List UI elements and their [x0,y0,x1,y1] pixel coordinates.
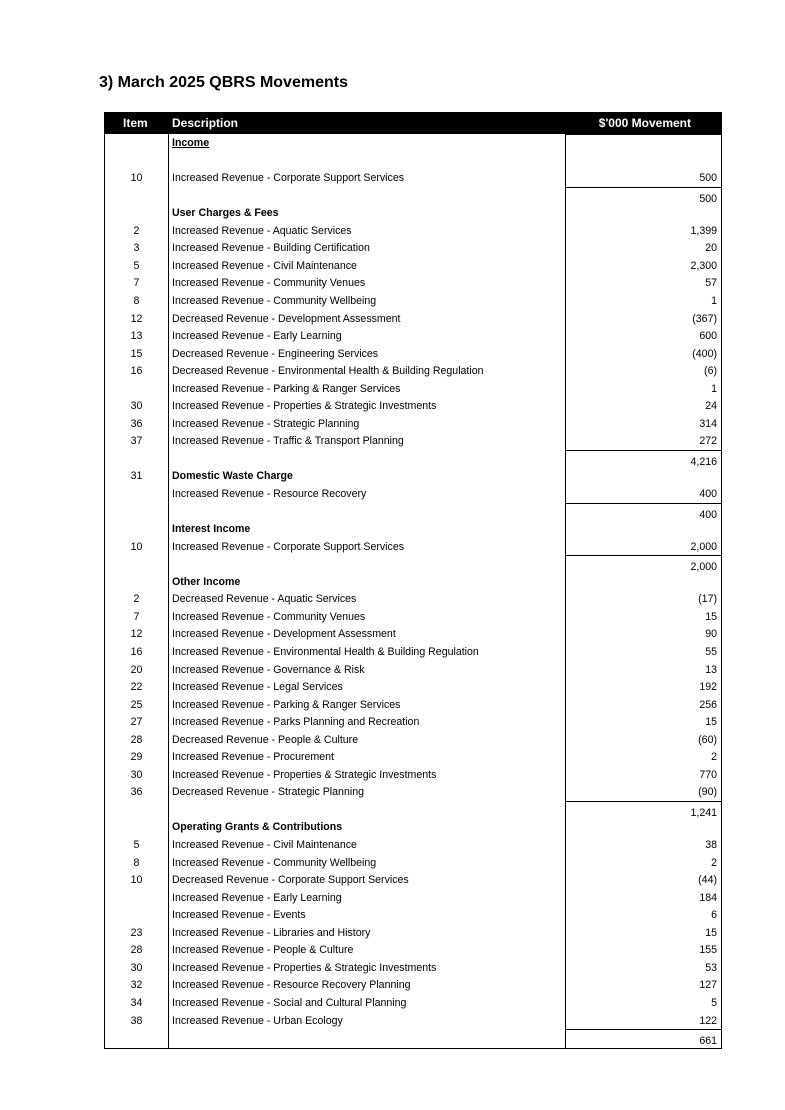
description-cell: Increased Revenue - Legal Services [172,681,343,694]
movement-value: 90 [705,628,717,641]
table-row [105,608,721,626]
item-cell: 5 [133,839,140,851]
movement-value: (6) [704,365,717,378]
description-cell: User Charges & Fees [172,207,279,220]
item-cell: 34 [130,996,143,1009]
description-cell: Operating Grants & Contributions [172,821,343,834]
subtotal-value: 400 [699,508,717,521]
description-cell: Increased Revenue - Social and Cultural Planning [172,996,407,1009]
section-heading-row [105,134,721,152]
table-row [105,415,721,433]
item-cell: 25 [130,698,143,711]
description-cell: Increased Revenue - Corporate Support Services [172,172,405,185]
description-cell: Increased Revenue - Civil Maintenance [172,259,357,272]
movement-value: (90) [698,786,717,799]
item-cell: 13 [130,330,143,343]
qbrs-movements-table [104,112,722,1049]
page-title: 3) March 2025 QBRS Movements [99,74,348,91]
item-cell: 37 [130,435,143,448]
movement-value: 53 [705,961,717,974]
item-cell: 8 [133,294,140,307]
table-header [105,112,721,134]
item-cell: 16 [130,365,143,378]
description-cell: Increased Revenue - Corporate Support Services [172,540,405,553]
section-heading-row [105,467,721,485]
item-cell: 31 [130,470,143,483]
item-cell: 38 [130,1014,143,1027]
movement-value: 2 [711,856,717,869]
table-row [105,310,721,328]
table-row [105,362,721,380]
movement-value: 15 [705,610,717,623]
item-cell: 28 [130,944,143,957]
item-cell: 15 [130,347,143,360]
table-row [105,889,721,907]
item-cell: 10 [130,172,143,185]
table-row [105,678,721,696]
description-cell: Increased Revenue - Events [172,909,306,922]
description-cell: Increased Revenue - Parking & Ranger Services [172,382,401,395]
movement-value: 13 [705,663,717,676]
description-cell: Increased Revenue - Community Venues [172,277,366,290]
table-row [105,871,721,889]
description-cell: Increased Revenue - Parking & Ranger Services [172,698,401,711]
movement-value: 15 [705,716,717,729]
description-cell: Decreased Revenue - Aquatic Services [172,593,357,606]
item-cell: 2 [133,593,140,606]
description-cell: Increased Revenue - Traffic & Transport Planning [172,435,404,448]
item-cell: 36 [130,786,143,799]
description-cell: Interest Income [172,523,251,536]
description-cell: Decreased Revenue - Engineering Services [172,347,379,360]
table-row [105,1012,721,1030]
table-row [105,239,721,257]
item-cell: 36 [130,417,143,430]
table-row [105,625,721,643]
description-cell: Increased Revenue - Environmental Health & Building Regulation [172,645,479,658]
item-cell: 7 [133,610,140,623]
subtotal-row [105,503,721,521]
description-cell: Decreased Revenue - Corporate Support Services [172,874,409,887]
movement-value: 6 [711,909,717,922]
movement-value: 1 [711,294,717,307]
item-cell: 2 [133,224,140,237]
table-row [105,397,721,415]
description-cell: Increased Revenue - Libraries and History [172,926,371,939]
movement-value: 192 [699,681,717,694]
movement-value: 600 [699,330,717,343]
subtotal-value: 500 [699,192,717,205]
table-row [105,924,721,942]
table-row [105,959,721,977]
movement-value: 5 [711,996,717,1009]
table-row [105,538,721,556]
item-cell: 5 [133,259,140,272]
description-cell: Increased Revenue - Properties & Strategic Investments [172,961,437,974]
movement-value: 272 [699,435,717,448]
description-cell: Decreased Revenue - People & Culture [172,733,359,746]
movement-value: 2,000 [690,540,717,553]
item-cell: 8 [133,856,140,869]
movement-value: 122 [699,1014,717,1027]
description-cell: Income [172,137,210,149]
table-row [105,731,721,749]
description-cell: Increased Revenue - Early Learning [172,891,342,904]
column-header-description: Description [172,116,239,130]
subtotal-value: 4,216 [690,455,717,468]
movement-value: 38 [705,839,717,851]
description-cell: Increased Revenue - Resource Recovery [172,488,367,500]
table-row [105,274,721,292]
section-heading-row [105,818,721,836]
table-row [105,485,721,503]
description-cell: Increased Revenue - Properties & Strategic Investments [172,400,437,413]
column-header-item: Item [123,116,148,130]
table-row [105,766,721,784]
description-cell: Increased Revenue - Community Venues [172,610,366,623]
description-cell: Increased Revenue - Civil Maintenance [172,839,357,851]
description-cell: Increased Revenue - Community Wellbeing [172,856,377,869]
description-cell: Increased Revenue - Community Wellbeing [172,294,377,307]
movement-value: 24 [705,400,717,413]
description-cell: Increased Revenue - Building Certification [172,242,370,255]
item-cell: 10 [130,540,143,553]
movement-value: 500 [699,172,717,185]
section-heading-row [105,573,721,591]
table-row [105,292,721,310]
item-cell: 27 [130,716,143,729]
subtotal-row [105,555,721,573]
description-cell: Decreased Revenue - Strategic Planning [172,786,364,799]
table-row [105,976,721,994]
movement-value: (367) [692,312,717,325]
movement-value: (60) [698,733,717,746]
subtotal-value: 1,241 [690,806,717,819]
table-row [105,152,721,170]
item-cell: 28 [130,733,143,746]
description-cell: Decreased Revenue - Development Assessment [172,312,401,325]
movement-value: 155 [699,944,717,957]
description-cell: Other Income [172,575,241,588]
movement-value: 127 [699,979,717,992]
description-cell: Increased Revenue - Development Assessment [172,628,396,641]
subtotal-row [105,1029,721,1047]
table-row [105,783,721,801]
table-row [105,994,721,1012]
table-row [105,941,721,959]
description-cell: Increased Revenue - Aquatic Services [172,224,352,237]
item-cell: 32 [130,979,143,992]
item-cell: 12 [130,312,143,325]
description-cell: Increased Revenue - Procurement [172,751,334,764]
table-row [105,696,721,714]
subtotal-row [105,187,721,205]
description-cell: Increased Revenue - Governance & Risk [172,663,365,676]
section-heading-row [105,204,721,222]
table-row [105,345,721,363]
movement-value: 314 [699,417,717,430]
table-row [105,327,721,345]
movement-value: 20 [705,242,717,255]
description-cell: Increased Revenue - Strategic Planning [172,417,360,430]
movement-value: 2 [711,751,717,764]
description-cell: Increased Revenue - Properties & Strategic Investments [172,768,437,781]
item-cell: 20 [130,663,143,676]
description-cell: Increased Revenue - Resource Recovery Planning [172,979,411,992]
item-cell: 10 [130,874,143,887]
movement-value: 1,399 [690,224,717,237]
table-row [105,906,721,924]
movement-value: 55 [705,645,717,658]
subtotal-row [105,801,721,819]
subtotal-row [105,450,721,468]
item-cell: 3 [133,242,140,255]
item-cell: 30 [130,768,143,781]
description-cell: Decreased Revenue - Environmental Health & Building Regulation [172,365,484,378]
movement-value: 400 [699,488,717,500]
description-cell: Increased Revenue - Early Learning [172,330,342,343]
table-row [105,432,721,450]
subtotal-value: 2,000 [690,561,717,574]
table-row [105,854,721,872]
table-row [105,713,721,731]
table-row [105,643,721,661]
table-row [105,661,721,679]
table-row [105,836,721,854]
movement-value: 2,300 [690,259,717,272]
movement-value: (400) [692,347,717,360]
table-row [105,590,721,608]
table-row [105,380,721,398]
section-heading-row [105,520,721,538]
item-cell: 22 [130,681,143,694]
movement-value: (17) [698,593,717,606]
item-cell: 16 [130,645,143,658]
description-cell: Increased Revenue - Parks Planning and Recreation [172,716,420,729]
description-cell: Increased Revenue - Urban Ecology [172,1014,343,1027]
movement-value: 15 [705,926,717,939]
movement-value: 1 [711,382,717,395]
table-row [105,222,721,240]
item-cell: 30 [130,400,143,413]
table-row [105,169,721,187]
movement-value: 770 [699,768,717,781]
item-cell: 23 [130,926,143,939]
description-cell: Increased Revenue - People & Culture [172,944,354,957]
item-cell: 29 [130,751,143,764]
movement-value: 57 [705,277,717,290]
description-cell: Domestic Waste Charge [172,470,293,483]
table-row [105,748,721,766]
table-row [105,257,721,275]
movement-value: 184 [699,891,717,904]
item-cell: 12 [130,628,143,641]
column-header-movement: $'000 Movement [598,116,691,130]
item-cell: 30 [130,961,143,974]
movement-value: (44) [698,874,717,887]
item-cell: 7 [133,277,140,290]
subtotal-value: 661 [699,1035,717,1048]
movement-value: 256 [699,698,717,711]
